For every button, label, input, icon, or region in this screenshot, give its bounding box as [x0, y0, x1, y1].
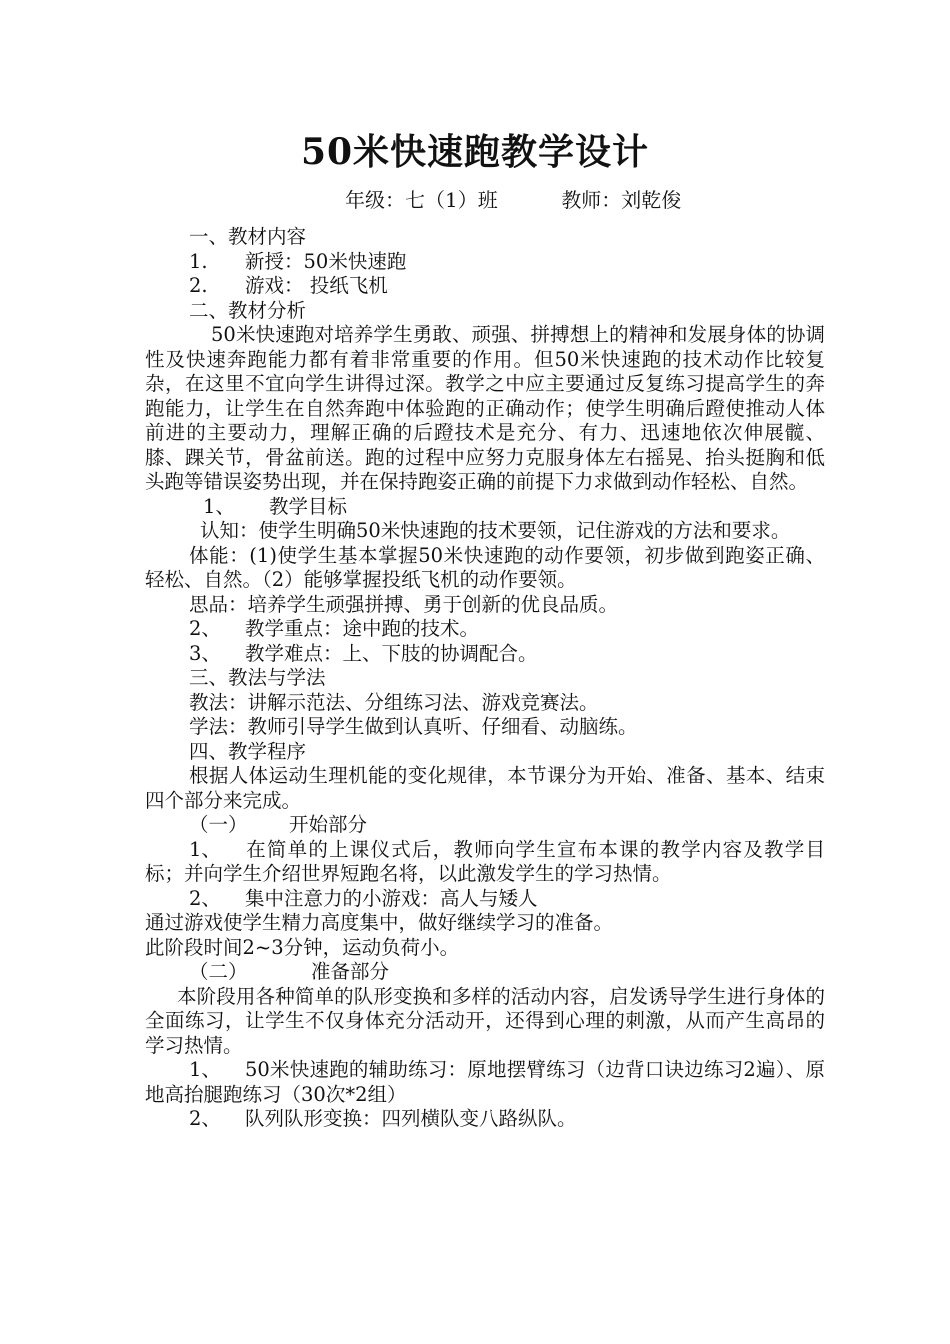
- sub-section-heading: （一） 开始部分: [189, 813, 368, 836]
- section-heading-3: 三、教法与学法: [189, 666, 326, 689]
- time-note: 此阶段时间2~3分钟，运动负荷小。: [145, 935, 460, 959]
- part2-description: 本阶段用各种简单的队形变换和多样的活动内容，启发诱导学生进行身体的全面练习，让学生不仅身体充分活动开，还得到心理的刺激，从而产生高昂的学习热情。: [145, 984, 825, 1057]
- list-item: 3、 教学难点：上、下肢的协调配合。: [189, 641, 538, 665]
- goal-moral: 思品：培养学生顽强拼搏、勇于创新的优良品质。: [189, 592, 619, 616]
- section-heading-4: 四、教学程序: [189, 739, 307, 763]
- list-item: 1、 在简单的上课仪式后，教师向学生宣布本课的教学内容及教学目标；并向学生介绍世界短跑名将，以此激发学生的学习热情。: [145, 837, 825, 885]
- teach-method: 教法：讲解示范法、分组练习法、游戏竞赛法。: [189, 690, 599, 714]
- list-item: 1、 50米快速跑的辅助练习：原地摆臂练习（边背口诀边练习2遍）、原地高抬腿跑练习（30次*2组）: [145, 1058, 825, 1106]
- list-item: 2、 队列队形变换：四列横队变八路纵队。: [189, 1107, 577, 1130]
- list-item: 1、 教学目标: [203, 494, 348, 518]
- section-heading-2: 二、教材分析: [189, 298, 307, 322]
- analysis-paragraph: 50米快速跑对培养学生勇敢、顽强、拼搏想上的精神和发展身体的协调性及快速奔跑能力都有着非常重要的作用。但50米快速跑的技术动作比较复杂，在这里不宜向学生讲得过深。教学之中应主要通过反复练习提高学生的奔跑能力，让学生在自然奔跑中体验跑的正确动作；使学生明确后蹬使推动人体前进的主要动力，理解正确的后蹬技术是充分、有力、迅速地依次伸展髋、膝、踝关节，骨盆前送。跑的过程中应努力克服身体左右摇晃、抬头挺胸和低头跑等错误姿势出现，并在保持跑姿正确的前提下力求做到动作轻松、自然。: [145, 323, 825, 493]
- list-item: 2、 集中注意力的小游戏：高人与矮人: [189, 886, 538, 910]
- document-title: 50米快速跑教学设计: [300, 131, 650, 173]
- list-item: 1. 新授：50米快速跑: [189, 249, 407, 273]
- game-note: 通过游戏使学生精力高度集中，做好继续学习的准备。: [145, 911, 614, 934]
- list-item: 2、 教学重点：途中跑的技术。: [189, 617, 480, 640]
- procedure-paragraph: 根据人体运动生理机能的变化规律，本节课分为开始、准备、基本、结束四个部分来完成。: [145, 764, 825, 812]
- document-body: [145, 225, 825, 1132]
- goal-physical: 体能：(1)使学生基本掌握50米快速跑的动作要领，初步做到跑姿正确、轻松、自然。（2）能够掌握投纸飞机的动作要领。: [145, 543, 825, 591]
- document-meta: [345, 184, 681, 213]
- section-heading-1: 一、教材内容: [189, 225, 307, 248]
- teacher-label: 教师：刘乾俊: [561, 188, 682, 212]
- sub-section-heading: （二） 准备部分: [189, 960, 390, 983]
- grade-label: 年级：七（1）班: [345, 188, 498, 212]
- list-item: 2. 游戏： 投纸飞机: [189, 274, 388, 297]
- learn-method: 学法：教师引导学生做到认真听、仔细看、动脑练。: [189, 715, 638, 738]
- goal-cognitive: 认知：使学生明确50米快速跑的技术要领，记住游戏的方法和要求。: [200, 519, 791, 542]
